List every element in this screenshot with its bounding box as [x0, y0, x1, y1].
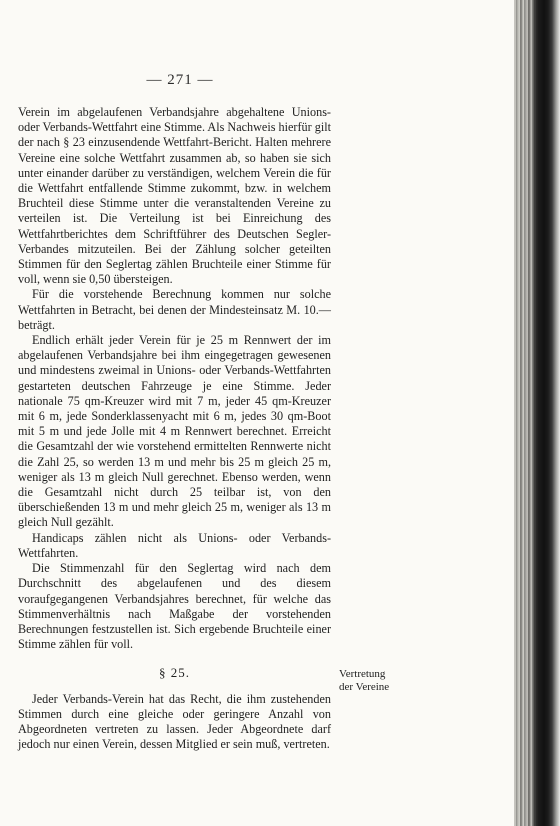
paragraph-3: Endlich erhält jeder Verein für je 25 m Rennwert der im abgelaufenen Verbandsjahre bei ihm eingegetragen gewesenen und mindestens zweimal in Unions- oder Verbands-Wettfahrten gestarteten deutschen Fahrzeuge je eine Stimme. Jeder nationale 75 qm-Kreuzer wird mit 7 m, jeder 45 qm-Kreuzer mit 6 m, jede Sonderklassenyacht mit 6 m, jedes 30 qm-Boot mit 5 m und jede Jolle mit 4 m Rennwert berechnet. Erreicht die Gesamtzahl der wie vorstehend ermittelten Rennwerte nicht die Zahl 25, so werden 13 m und mehr bis 25 m gleich 25 m, weniger als 13 m gleich Null gerechnet. Ebenso werden, wenn die Gesamtzahl nicht durch 25 teilbar ist, von den überschießenden 13 m und mehr gleich 25 m, weniger als 13 m gleich Null gezählt. — [18, 333, 331, 530]
margin-note-line-2: der Vereine — [339, 681, 390, 693]
paragraph-5: Die Stimmenzahl für den Seglertag wird nach dem Durchschnitt des abgelaufenen und des diesem voraufgegangenen Verbandsjahres berechnet, für welche das Stimmenverhältnis nach Maßgabe der vorstehenden Berechnungen festzustellen ist. Sich ergebende Bruchteile einer Stimme zählen für voll. — [18, 561, 331, 652]
margin-note-line-1: Vertretung — [339, 668, 386, 680]
paragraph-1: Verein im abgelaufenen Verbandsjahre abgehaltene Unions- oder Verbands-Wettfahrt eine Stimme. Als Nachweis hierfür gilt der nach § 23 einzusendende Wettfahrt-Bericht. Halten mehrere Vereine eine solche Wettfahrt zusammen ab, so haben sie sich unter einander darüber zu verständigen, welchem Verein die für die Wettfahrt entfallende Stimme zukommt, bzw. in welchem Bruchteil diese Stimme unter die veranstaltenden Vereine zu verteilen ist. Die Verteilung ist bei Einreichung des Wettfahrtberichtes dem Schriftführer des Deutschen Segler-Verbandes mitzuteilen. Bei der Zählung solcher geteilten Stimmen für den Seglertag zählen Bruchteile einer Stimme für voll, wenn sie 0,50 übersteigen. — [18, 105, 331, 287]
section-paragraph: Jeder Verbands-Verein hat das Recht, die ihm zustehenden Stimmen durch eine gleiche oder geringere Anzahl von Abgeordneten vertreten zu lassen. Jeder Abgeordnete darf jedoch nur einen Verein, dessen Mitglied er sein muß, vertreten. — [18, 691, 331, 752]
book-page-edges — [514, 0, 560, 826]
body-text — [18, 105, 331, 752]
section-heading: § 25. — [159, 665, 190, 681]
paragraph-2: Für die vorstehende Berechnung kommen nur solche Wettfahrten in Betracht, bei denen der Mindesteinsatz M. 10.— beträgt. — [18, 287, 331, 332]
margin-note — [339, 668, 429, 694]
paragraph-4: Handicaps zählen nicht als Unions- oder Verbands-Wettfahrten. — [18, 530, 331, 560]
page-number: — 271 — — [146, 72, 214, 88]
